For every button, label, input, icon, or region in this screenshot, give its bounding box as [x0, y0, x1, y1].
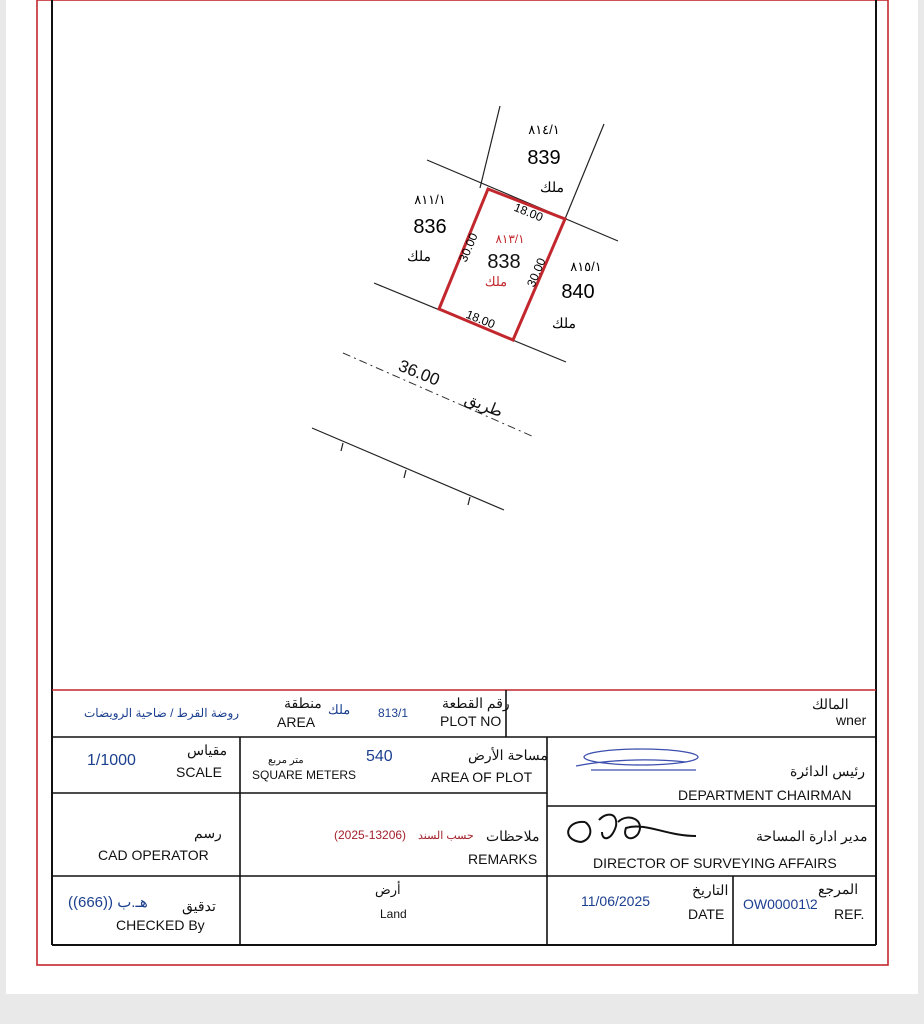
plot-838-bottom-dimension: 18.00 [463, 307, 498, 332]
plot-839-type: ملك [540, 179, 564, 195]
plot-839-code: ٨١٤/١ [528, 122, 560, 137]
area-of-plot-label-ar: مساحة الأرض [468, 747, 548, 763]
area-label-ar: منطقة [284, 695, 322, 711]
land-label-en: Land [380, 907, 407, 921]
owner-label-en: wner [836, 712, 867, 728]
area-label-en: AREA [277, 714, 316, 730]
scale-value: 1/1000 [87, 752, 136, 769]
plot-840-type: ملك [552, 315, 576, 331]
document-page [6, 0, 918, 994]
plot-838-right-dimension: 30.00 [524, 255, 549, 289]
checked-value: هـ.ب ((666)) [68, 894, 148, 911]
chairman-signature [576, 749, 698, 770]
scale-label-ar: مقياس [187, 742, 228, 758]
outer-frame [37, 0, 888, 965]
remarks-label-en: REMARKS [468, 851, 538, 867]
plot-no-label-ar: رقم القطعة [442, 695, 510, 711]
date-label-ar: التاريخ [692, 882, 729, 898]
road-centerline [343, 353, 534, 437]
unit-label-en: SQUARE METERS [252, 768, 357, 782]
area-of-plot-value: 540 [366, 748, 393, 765]
plot-no-value: 813/1 [378, 706, 409, 720]
plot-836-number: 836 [413, 216, 447, 238]
date-value: 11/06/2025 [581, 893, 651, 909]
plot-839-number: 839 [527, 147, 561, 169]
plot-836-type: ملك [407, 248, 431, 264]
remarks-label-ar: ملاحظات [486, 828, 540, 844]
plot-836-code: ٨١١/١ [414, 192, 446, 207]
land-label-ar: أرض [375, 882, 401, 897]
plot-838-left-dimension: 30.00 [456, 230, 481, 264]
ref-value: OW00001\2 [743, 896, 818, 912]
plot-838-type: ملك [484, 274, 508, 289]
date-label-en: DATE [688, 906, 725, 922]
cad-label-ar: رسم [194, 825, 222, 841]
chairman-label-ar: رئيس الدائرة [790, 763, 865, 779]
ref-label-en: REF. [834, 906, 865, 922]
area-value: روضة القرط / ضاحية الرويضات [84, 706, 240, 720]
scale-label-en: SCALE [176, 764, 222, 780]
plot-838-number: 838 [487, 251, 521, 273]
area-of-plot-label-en: AREA OF PLOT [431, 769, 533, 785]
ref-label-ar: المرجع [818, 881, 859, 897]
cad-label-en: CAD OPERATOR [98, 847, 209, 863]
plot-838-top-dimension: 18.00 [511, 200, 546, 225]
unit-label-ar: متر مربع [268, 755, 304, 766]
owner-label-ar: المالك [812, 696, 849, 712]
checked-label-en: CHECKED By [116, 917, 205, 933]
plot-840-number: 840 [561, 281, 595, 303]
plot-840-code: ٨١٥/١ [570, 259, 602, 274]
checked-label-ar: تدقيق [182, 898, 216, 914]
road-width-label: 36.00 [395, 356, 443, 390]
plot-838-code: ٨١٣/١ [495, 232, 525, 246]
director-label-ar: مدير ادارة المساحة [756, 828, 868, 844]
remarks-value: (2025-13206) [334, 828, 407, 842]
chairman-label-en: DEPARTMENT CHAIRMAN [678, 787, 852, 803]
plot-type-value: ملك [328, 702, 351, 717]
director-label-en: DIRECTOR OF SURVEYING AFFAIRS [593, 855, 837, 871]
boundary-lines [312, 106, 618, 510]
director-signature [568, 815, 696, 842]
remarks-value-ar: حسب السند [418, 830, 474, 842]
plot-no-label-en: PLOT NO [440, 713, 502, 729]
road-name-label: طريق [462, 390, 506, 422]
